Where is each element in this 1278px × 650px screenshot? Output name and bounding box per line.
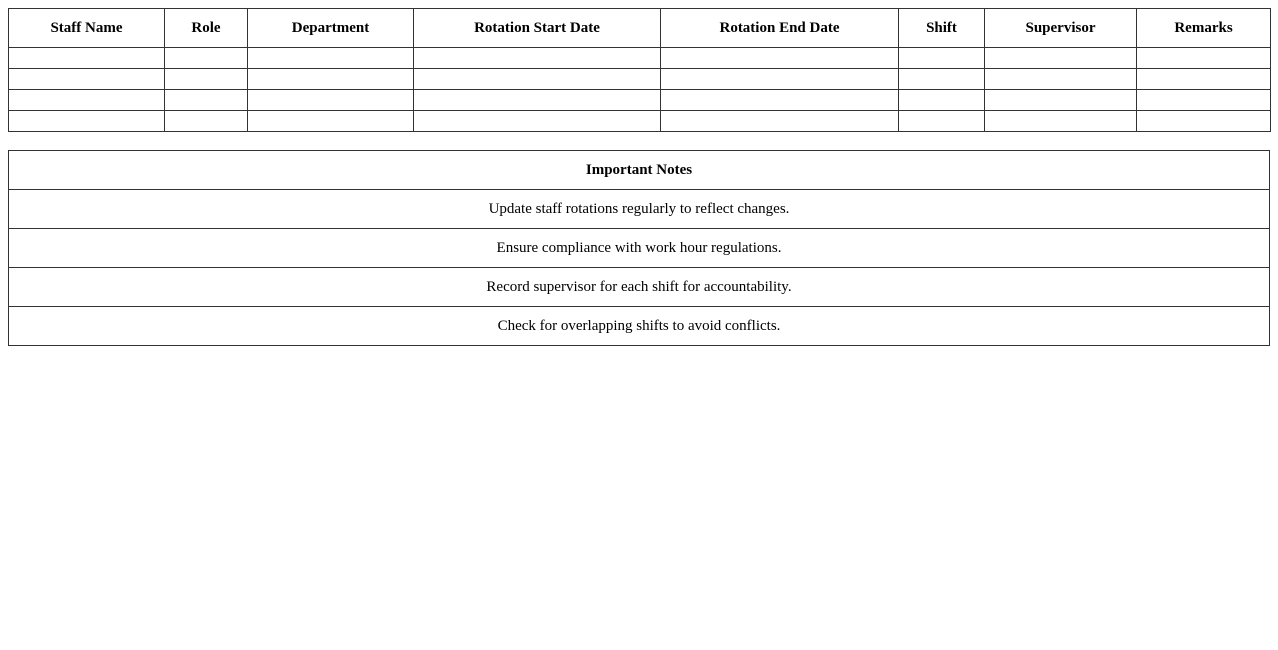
table-cell-role[interactable] xyxy=(165,90,248,111)
table-cell-staff-name[interactable] xyxy=(9,111,165,132)
table-cell-role[interactable] xyxy=(165,111,248,132)
table-cell-supervisor[interactable] xyxy=(985,48,1137,69)
note-item: Ensure compliance with work hour regulations. xyxy=(9,229,1270,268)
table-cell-remarks[interactable] xyxy=(1137,90,1271,111)
table-cell-rotation-start-date[interactable] xyxy=(414,111,661,132)
table-cell-staff-name[interactable] xyxy=(9,48,165,69)
table-cell-shift[interactable] xyxy=(899,69,985,90)
note-row xyxy=(9,190,1270,229)
column-header-staff-name: Staff Name xyxy=(9,9,165,48)
column-header-rotation-end-date: Rotation End Date xyxy=(661,9,899,48)
staff-rotation-table xyxy=(8,8,1271,132)
table-cell-role[interactable] xyxy=(165,48,248,69)
note-row xyxy=(9,229,1270,268)
notes-title: Important Notes xyxy=(9,151,1270,190)
table-row xyxy=(9,69,1271,90)
table-cell-supervisor[interactable] xyxy=(985,111,1137,132)
column-header-rotation-start-date: Rotation Start Date xyxy=(414,9,661,48)
table-cell-rotation-end-date[interactable] xyxy=(661,111,899,132)
note-row xyxy=(9,268,1270,307)
table-cell-shift[interactable] xyxy=(899,90,985,111)
table-cell-rotation-start-date[interactable] xyxy=(414,69,661,90)
column-header-department: Department xyxy=(248,9,414,48)
table-cell-remarks[interactable] xyxy=(1137,48,1271,69)
table-cell-rotation-end-date[interactable] xyxy=(661,48,899,69)
column-header-supervisor: Supervisor xyxy=(985,9,1137,48)
table-row xyxy=(9,111,1271,132)
table-cell-department[interactable] xyxy=(248,90,414,111)
table-cell-staff-name[interactable] xyxy=(9,90,165,111)
column-header-shift: Shift xyxy=(899,9,985,48)
table-header-row xyxy=(9,9,1271,48)
table-cell-supervisor[interactable] xyxy=(985,90,1137,111)
table-cell-department[interactable] xyxy=(248,48,414,69)
table-cell-supervisor[interactable] xyxy=(985,69,1137,90)
important-notes-table xyxy=(8,150,1270,346)
table-cell-rotation-end-date[interactable] xyxy=(661,90,899,111)
column-header-remarks: Remarks xyxy=(1137,9,1271,48)
note-item: Update staff rotations regularly to reflect changes. xyxy=(9,190,1270,229)
table-cell-role[interactable] xyxy=(165,69,248,90)
note-row xyxy=(9,307,1270,346)
table-row xyxy=(9,48,1271,69)
table-cell-department[interactable] xyxy=(248,111,414,132)
table-cell-rotation-start-date[interactable] xyxy=(414,48,661,69)
table-cell-shift[interactable] xyxy=(899,111,985,132)
note-item: Record supervisor for each shift for accountability. xyxy=(9,268,1270,307)
column-header-role: Role xyxy=(165,9,248,48)
table-cell-rotation-start-date[interactable] xyxy=(414,90,661,111)
notes-header-row xyxy=(9,151,1270,190)
table-cell-staff-name[interactable] xyxy=(9,69,165,90)
note-item: Check for overlapping shifts to avoid conflicts. xyxy=(9,307,1270,346)
table-cell-rotation-end-date[interactable] xyxy=(661,69,899,90)
table-cell-remarks[interactable] xyxy=(1137,69,1271,90)
table-cell-remarks[interactable] xyxy=(1137,111,1271,132)
table-cell-shift[interactable] xyxy=(899,48,985,69)
table-cell-department[interactable] xyxy=(248,69,414,90)
table-row xyxy=(9,90,1271,111)
